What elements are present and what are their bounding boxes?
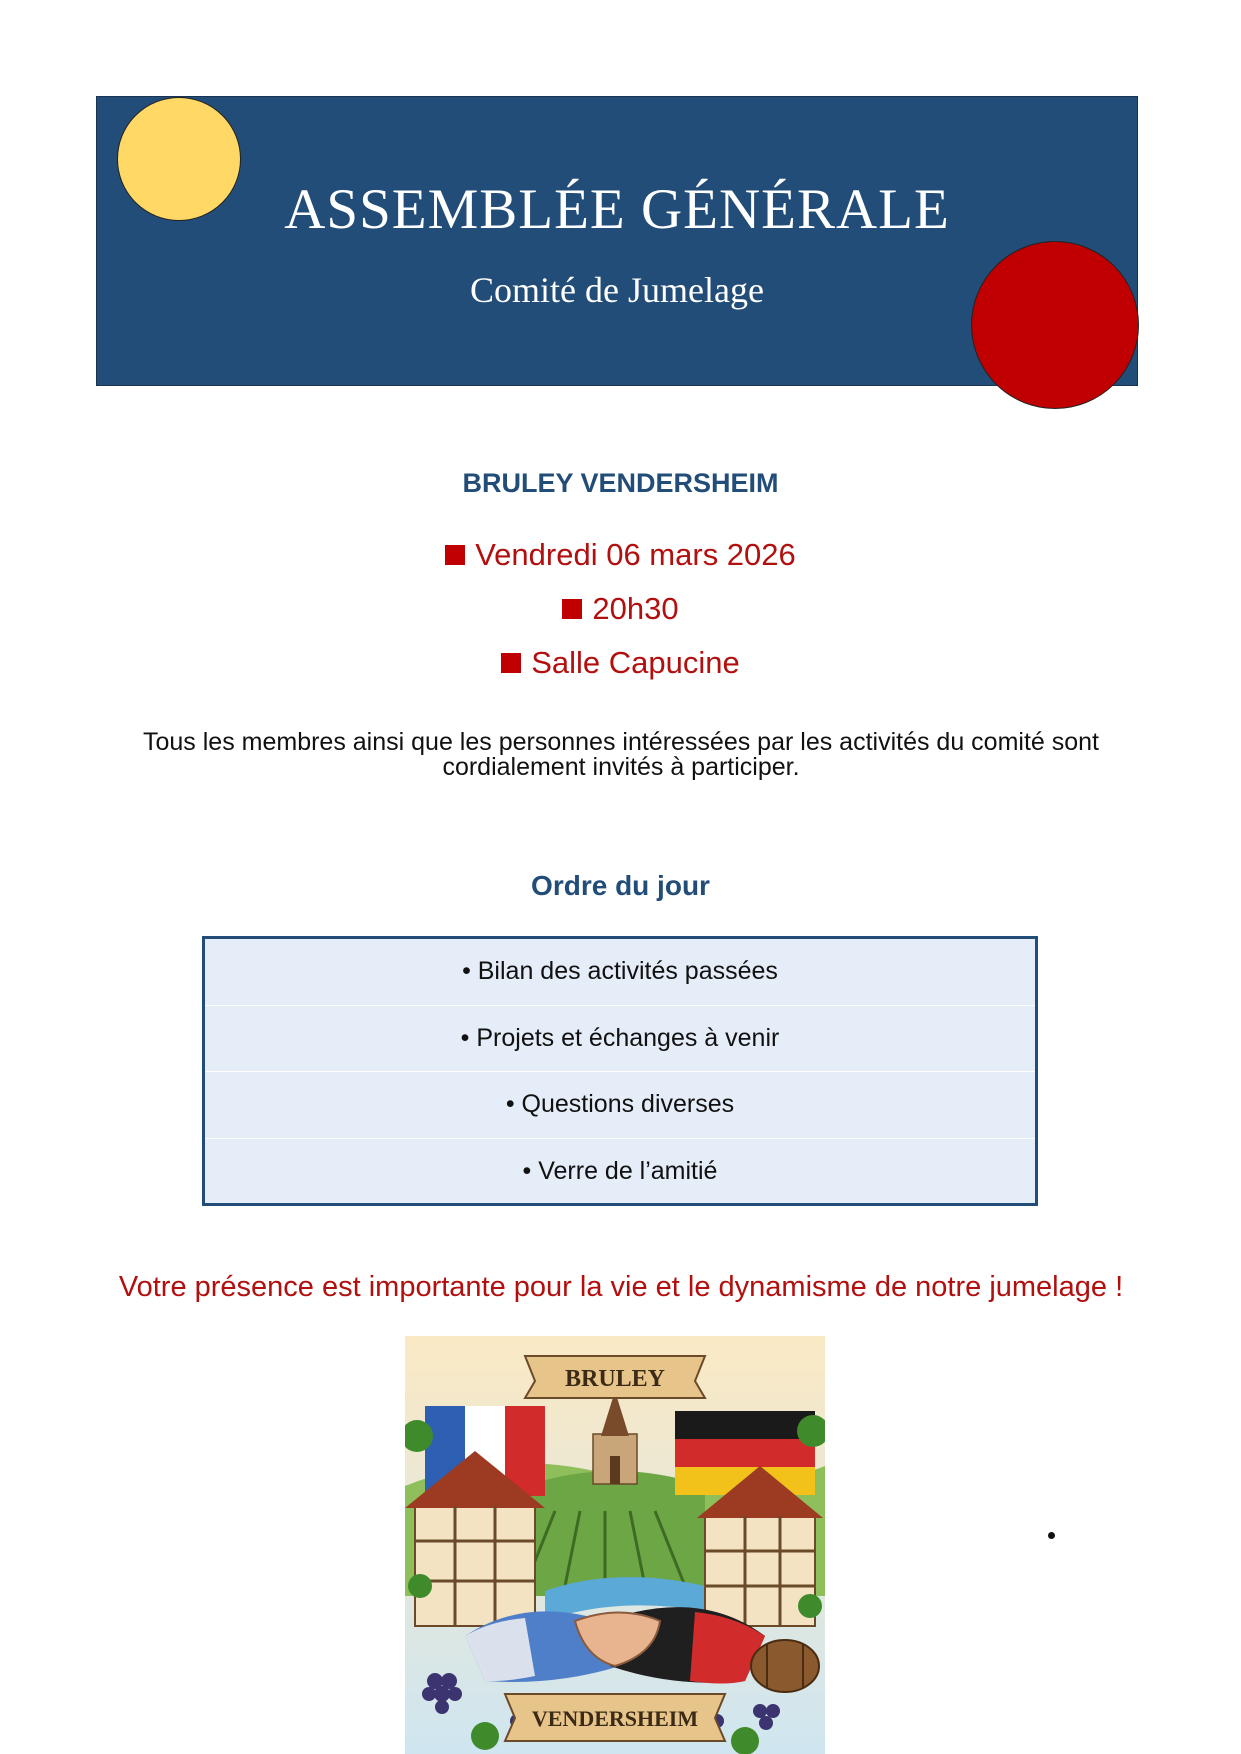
closing-message: Votre présence est importante pour la vie et le dynamisme de notre jumelage ! — [118, 1271, 1124, 1303]
twinning-illustration-art — [405, 1336, 825, 1754]
agenda-box — [202, 936, 1038, 1206]
event-details — [0, 533, 1241, 695]
red-circle-decoration — [971, 241, 1139, 409]
event-location: Salle Capucine — [531, 645, 740, 680]
dot-mark — [1048, 1532, 1055, 1539]
event-time-line — [0, 587, 1241, 641]
square-bullet-icon — [562, 599, 582, 619]
agenda-title: Ordre du jour — [531, 870, 710, 901]
invitation-text: Tous les membres ainsi que les personnes intéressées par les activités du comité sont cordialement invités à participer. — [142, 728, 1100, 781]
agenda-item: • Projets et échanges à venir — [205, 1006, 1035, 1073]
event-location-line — [0, 641, 1241, 695]
organization-name: BRULEY VENDERSHEIM — [462, 468, 779, 498]
agenda-item: • Questions diverses — [205, 1072, 1035, 1139]
banner-bottom-text: VENDERSHEIM — [531, 1706, 699, 1731]
page-subtitle: Comité de Jumelage — [470, 270, 764, 310]
event-time: 20h30 — [592, 591, 679, 626]
agenda-item: • Bilan des activités passées — [205, 939, 1035, 1006]
agenda-item: • Verre de l’amitié — [522, 1157, 718, 1186]
page-title: ASSEMBLÉE GÉNÉRALE — [284, 178, 950, 241]
banner-top-text: BRULEY — [564, 1366, 666, 1392]
square-bullet-icon — [445, 545, 465, 565]
twinning-illustration — [405, 1336, 825, 1754]
event-date: Vendredi 06 mars 2026 — [475, 537, 796, 572]
header-banner — [96, 96, 1138, 386]
square-bullet-icon — [501, 653, 521, 673]
event-date-line — [0, 533, 1241, 587]
